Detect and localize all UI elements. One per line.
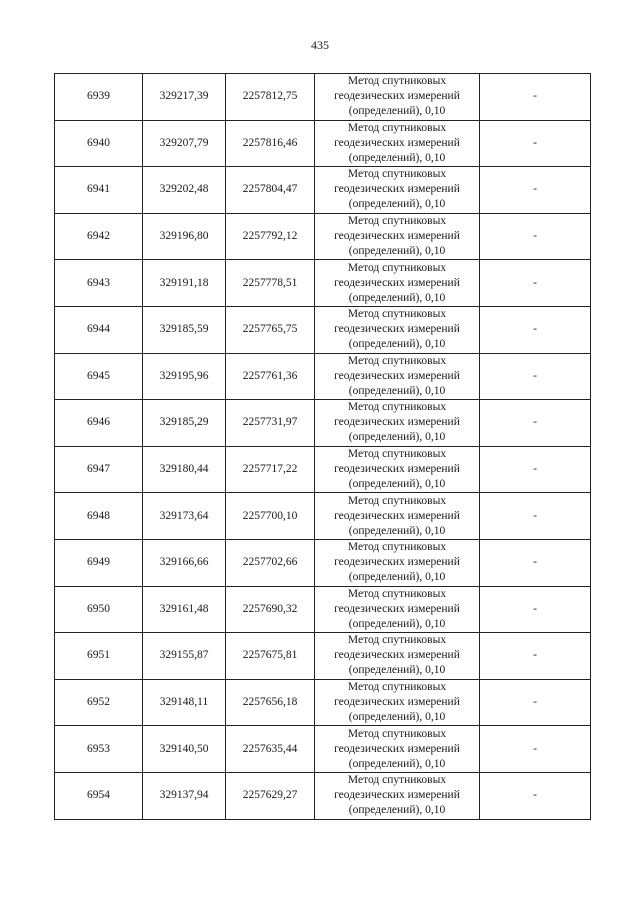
method-line: геодезических измерений <box>334 556 460 569</box>
table-row <box>55 633 591 680</box>
method-line: геодезических измерений <box>334 416 460 429</box>
y-coordinate-cell: 2257700,10 <box>226 493 315 540</box>
method-line: (определений), 0,10 <box>348 291 446 304</box>
x-coordinate-cell: 329191,18 <box>143 260 226 307</box>
point-number-cell: 6939 <box>55 74 143 121</box>
point-number-cell: 6946 <box>55 400 143 447</box>
point-number-cell: 6952 <box>55 679 143 726</box>
method-cell <box>315 539 480 586</box>
point-number-cell: 6954 <box>55 772 143 819</box>
method-line: Метод спутниковых <box>347 121 447 134</box>
method-line: Метод спутниковых <box>347 727 447 740</box>
x-coordinate-cell: 329202,48 <box>143 167 226 214</box>
x-coordinate-cell: 329161,48 <box>143 586 226 633</box>
point-number-cell: 6942 <box>55 213 143 260</box>
y-coordinate-cell: 2257702,66 <box>226 539 315 586</box>
method-line: геодезических измерений <box>334 696 460 709</box>
point-number-cell: 6940 <box>55 120 143 167</box>
table-row <box>55 772 591 819</box>
method-line: (определений), 0,10 <box>348 198 446 211</box>
x-coordinate-cell: 329148,11 <box>143 679 226 726</box>
y-coordinate-cell: 2257816,46 <box>226 120 315 167</box>
method-line: Метод спутниковых <box>347 634 447 647</box>
method-line: (определений), 0,10 <box>348 338 446 351</box>
x-coordinate-cell: 329166,66 <box>143 539 226 586</box>
description-cell: - <box>480 260 591 307</box>
method-line: геодезических измерений <box>334 323 460 336</box>
method-line: Метод спутниковых <box>347 587 447 600</box>
method-cell <box>315 726 480 773</box>
description-cell: - <box>480 633 591 680</box>
method-line: геодезических измерений <box>334 742 460 755</box>
method-line: Метод спутниковых <box>347 354 447 367</box>
y-coordinate-cell: 2257629,27 <box>226 772 315 819</box>
y-coordinate-cell: 2257656,18 <box>226 679 315 726</box>
y-coordinate-cell: 2257731,97 <box>226 400 315 447</box>
point-number-cell: 6941 <box>55 167 143 214</box>
method-line: геодезических измерений <box>334 649 460 662</box>
method-cell <box>315 446 480 493</box>
point-number-cell: 6943 <box>55 260 143 307</box>
coordinates-table-body <box>55 74 591 820</box>
method-cell <box>315 633 480 680</box>
y-coordinate-cell: 2257717,22 <box>226 446 315 493</box>
x-coordinate-cell: 329207,79 <box>143 120 226 167</box>
method-line: геодезических измерений <box>334 230 460 243</box>
method-line: Метод спутниковых <box>347 774 447 787</box>
table-row <box>55 586 591 633</box>
description-cell: - <box>480 726 591 773</box>
table-row <box>55 260 591 307</box>
method-line: геодезических измерений <box>334 602 460 615</box>
method-line: (определений), 0,10 <box>348 664 446 677</box>
method-line: Метод спутниковых <box>347 448 447 461</box>
x-coordinate-cell: 329195,96 <box>143 353 226 400</box>
method-line: Метод спутниковых <box>347 541 447 554</box>
description-cell: - <box>480 493 591 540</box>
method-line: геодезических измерений <box>334 276 460 289</box>
y-coordinate-cell: 2257690,32 <box>226 586 315 633</box>
table-row <box>55 306 591 353</box>
method-line: геодезических измерений <box>334 183 460 196</box>
method-line: Метод спутниковых <box>347 75 447 88</box>
y-coordinate-cell: 2257792,12 <box>226 213 315 260</box>
table-row <box>55 679 591 726</box>
x-coordinate-cell: 329140,50 <box>143 726 226 773</box>
x-coordinate-cell: 329185,29 <box>143 400 226 447</box>
method-line: (определений), 0,10 <box>348 617 446 630</box>
y-coordinate-cell: 2257675,81 <box>226 633 315 680</box>
x-coordinate-cell: 329217,39 <box>143 74 226 121</box>
method-cell <box>315 74 480 121</box>
method-line: Метод спутниковых <box>347 494 447 507</box>
description-cell: - <box>480 167 591 214</box>
point-number-cell: 6944 <box>55 306 143 353</box>
method-line: Метод спутниковых <box>347 308 447 321</box>
method-cell <box>315 260 480 307</box>
x-coordinate-cell: 329155,87 <box>143 633 226 680</box>
method-cell <box>315 167 480 214</box>
method-line: (определений), 0,10 <box>348 384 446 397</box>
method-line: Метод спутниковых <box>347 401 447 414</box>
y-coordinate-cell: 2257778,51 <box>226 260 315 307</box>
y-coordinate-cell: 2257812,75 <box>226 74 315 121</box>
method-line: (определений), 0,10 <box>348 524 446 537</box>
method-cell <box>315 493 480 540</box>
table-row <box>55 446 591 493</box>
x-coordinate-cell: 329185,59 <box>143 306 226 353</box>
coordinates-table <box>54 73 591 820</box>
method-line: (определений), 0,10 <box>348 151 446 164</box>
table-row <box>55 120 591 167</box>
description-cell: - <box>480 353 591 400</box>
method-line: (определений), 0,10 <box>348 571 446 584</box>
description-cell: - <box>480 679 591 726</box>
method-cell <box>315 213 480 260</box>
x-coordinate-cell: 329180,44 <box>143 446 226 493</box>
method-line: геодезических измерений <box>334 90 460 103</box>
point-number-cell: 6948 <box>55 493 143 540</box>
point-number-cell: 6953 <box>55 726 143 773</box>
point-number-cell: 6945 <box>55 353 143 400</box>
method-line: (определений), 0,10 <box>348 804 446 817</box>
table-row <box>55 74 591 121</box>
method-cell <box>315 306 480 353</box>
x-coordinate-cell: 329173,64 <box>143 493 226 540</box>
method-line: Метод спутниковых <box>347 215 447 228</box>
method-line: (определений), 0,10 <box>348 431 446 444</box>
table-row <box>55 400 591 447</box>
method-cell <box>315 400 480 447</box>
method-line: геодезических измерений <box>334 136 460 149</box>
method-line: (определений), 0,10 <box>348 105 446 118</box>
table-row <box>55 353 591 400</box>
description-cell: - <box>480 213 591 260</box>
method-cell <box>315 586 480 633</box>
description-cell: - <box>480 539 591 586</box>
method-line: Метод спутниковых <box>347 261 447 274</box>
method-line: (определений), 0,10 <box>348 757 446 770</box>
method-line: геодезических измерений <box>334 463 460 476</box>
description-cell: - <box>480 306 591 353</box>
method-line: Метод спутниковых <box>347 168 447 181</box>
method-line: Метод спутниковых <box>347 681 447 694</box>
table-row <box>55 493 591 540</box>
method-line: геодезических измерений <box>334 789 460 802</box>
method-cell <box>315 772 480 819</box>
method-line: (определений), 0,10 <box>348 711 446 724</box>
y-coordinate-cell: 2257804,47 <box>226 167 315 214</box>
point-number-cell: 6950 <box>55 586 143 633</box>
method-cell <box>315 120 480 167</box>
method-line: геодезических измерений <box>334 509 460 522</box>
point-number-cell: 6951 <box>55 633 143 680</box>
y-coordinate-cell: 2257635,44 <box>226 726 315 773</box>
description-cell: - <box>480 120 591 167</box>
table-row <box>55 167 591 214</box>
description-cell: - <box>480 446 591 493</box>
description-cell: - <box>480 586 591 633</box>
y-coordinate-cell: 2257761,36 <box>226 353 315 400</box>
description-cell: - <box>480 772 591 819</box>
x-coordinate-cell: 329196,80 <box>143 213 226 260</box>
page-number: 435 <box>311 38 329 52</box>
method-line: геодезических измерений <box>334 369 460 382</box>
method-line: (определений), 0,10 <box>348 478 446 491</box>
point-number-cell: 6947 <box>55 446 143 493</box>
y-coordinate-cell: 2257765,75 <box>226 306 315 353</box>
method-cell <box>315 353 480 400</box>
method-cell <box>315 679 480 726</box>
table-row <box>55 213 591 260</box>
method-line: (определений), 0,10 <box>348 245 446 258</box>
description-cell: - <box>480 400 591 447</box>
table-row <box>55 539 591 586</box>
table-row <box>55 726 591 773</box>
x-coordinate-cell: 329137,94 <box>143 772 226 819</box>
description-cell: - <box>480 74 591 121</box>
point-number-cell: 6949 <box>55 539 143 586</box>
